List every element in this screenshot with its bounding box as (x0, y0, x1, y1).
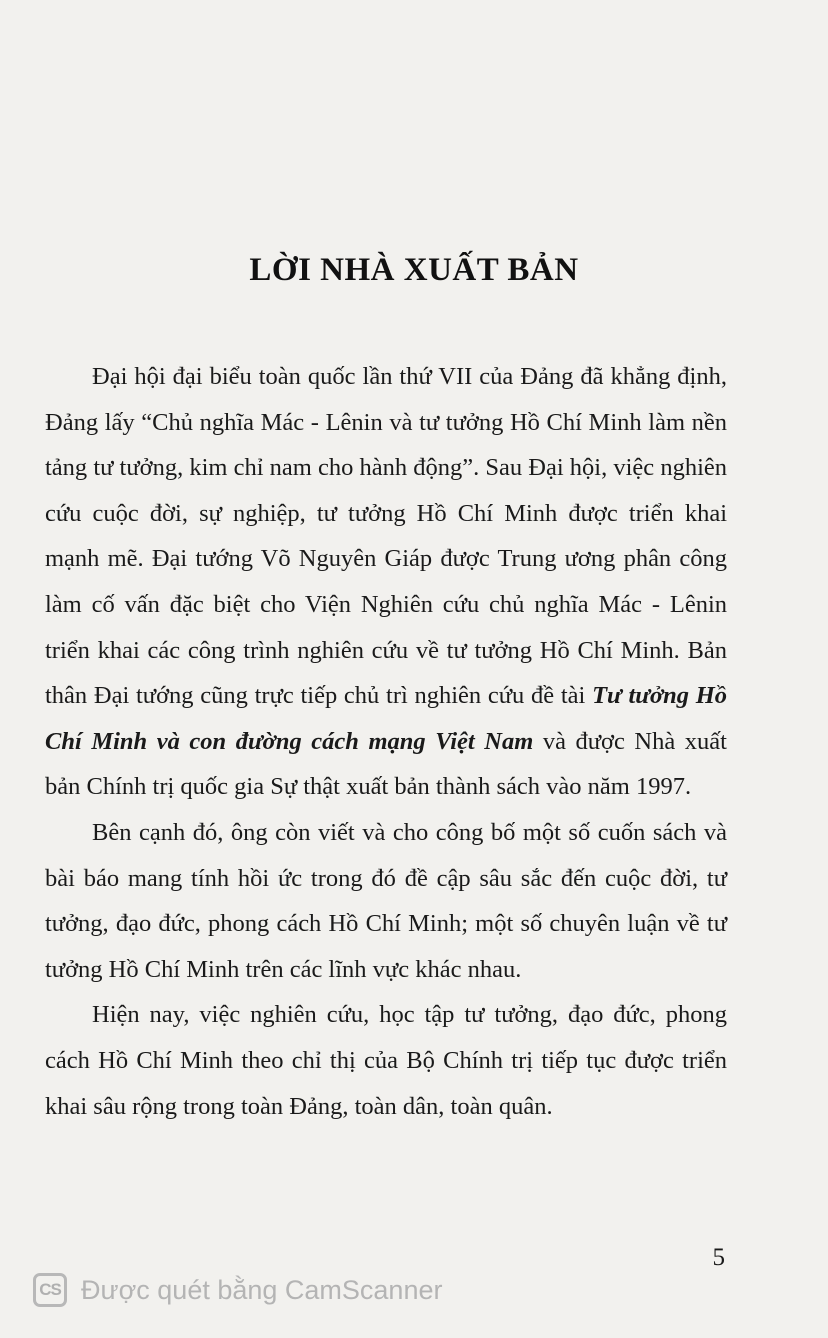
camscanner-text: Được quét bằng CamScanner (81, 1274, 443, 1305)
paragraph-1-text: Đại hội đại biểu toàn quốc lần thứ VII của Đảng đã khẳng định, Đảng lấy “Chủ nghĩa Mác - Lênin và tư tưởng Hồ Chí Minh làm nền tảng tư tưởng, kim chỉ nam cho hành động”. Sau Đại hội, việc nghiên cứu cuộc đời, sự nghiệp, tư tưởng Hồ Chí Minh được triển khai mạnh mẽ. Đại tướng Võ Nguyên Giáp được Trung ương phân công làm cố vấn đặc biệt cho Viện Nghiên cứu chủ nghĩa Mác - Lênin triển khai các công trình nghiên cứu về tư tưởng Hồ Chí Minh. Bản thân Đại tướng cũng trực tiếp chủ trì nghiên cứu đề tài (45, 363, 727, 710)
paragraph-1-text-end: và được Nhà xuất bản Chính trị quốc gia Sự thật xuất bản thành sách vào năm 1997. (45, 727, 727, 801)
camscanner-watermark (33, 1270, 442, 1310)
paragraph-1 (45, 354, 727, 810)
book-title-emphasis: Tư tưởng Hồ Chí Minh và con đường cách mạng Việt Nam (45, 682, 727, 755)
camscanner-logo-icon: CS (33, 1273, 67, 1307)
paragraph-3: Hiện nay, việc nghiên cứu, học tập tư tưởng, đạo đức, phong cách Hồ Chí Minh theo chỉ thị của Bộ Chính trị tiếp tục được triển khai sâu rộng trong toàn Đảng, toàn dân, toàn quân. (45, 1001, 727, 1120)
page-title: LỜI NHÀ XUẤT BẢN (249, 252, 579, 288)
body-text (45, 354, 727, 1129)
paragraph-2: Bên cạnh đó, ông còn viết và cho công bố một số cuốn sách và bài báo mang tính hồi ức trong đó đề cập sâu sắc đến cuộc đời, tư tưởng, đạo đức, phong cách Hồ Chí Minh; một số chuyên luận về tư tưởng Hồ Chí Minh trên các lĩnh vực khác nhau. (45, 818, 727, 983)
page-number: 5 (712, 1244, 725, 1271)
